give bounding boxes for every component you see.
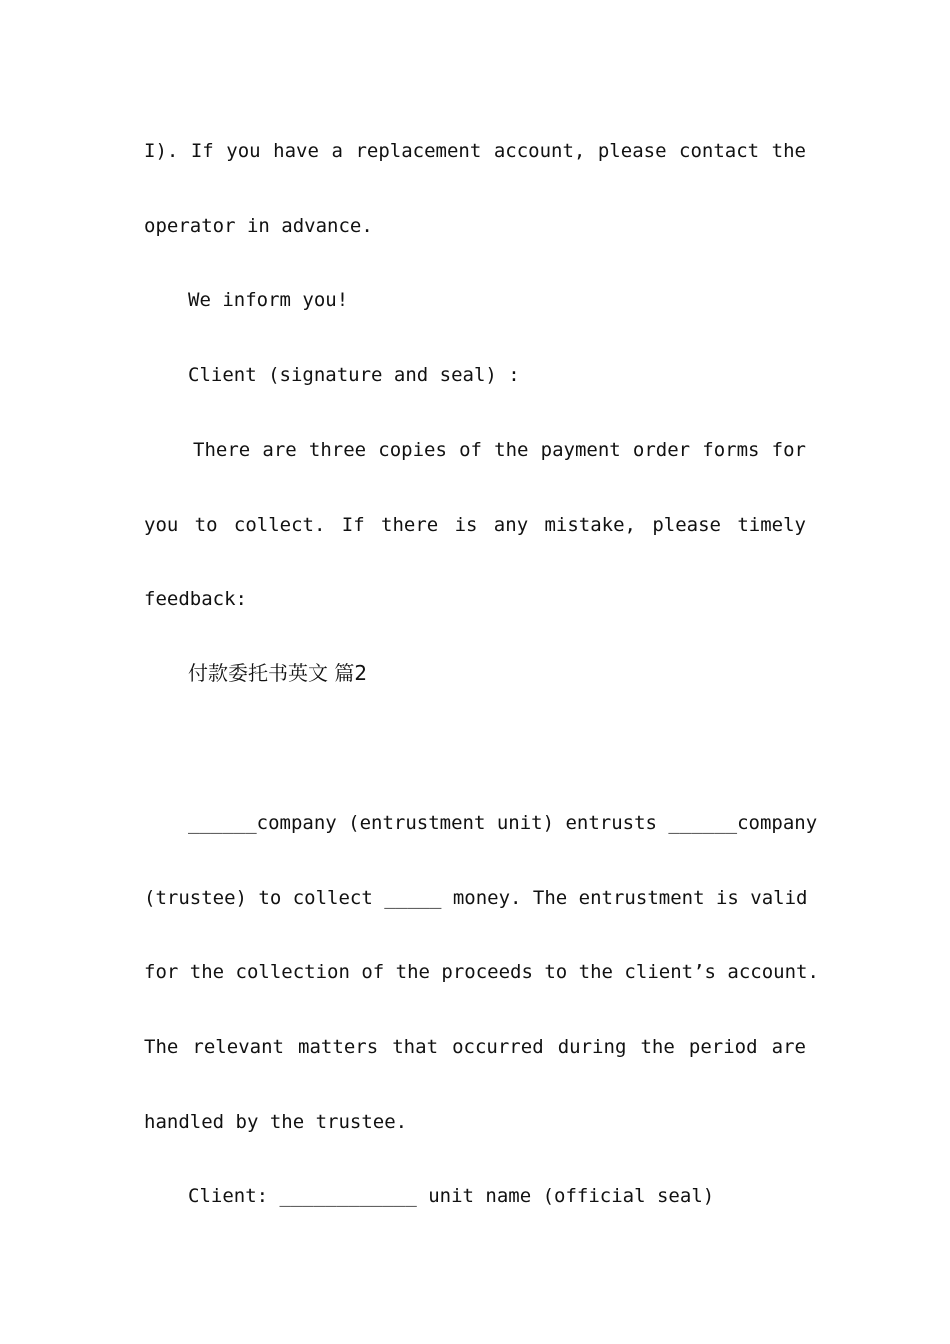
client-signature-line: Client (signature and seal) : bbox=[188, 364, 520, 386]
paragraph2-line2: you to collect. If there is any mistake, please timely bbox=[144, 514, 806, 536]
paragraph3-line2: (trustee) to collect _____ money. The entrustment is valid bbox=[144, 887, 808, 909]
paragraph3-line3: for the collection of the proceeds to the client’s account. bbox=[144, 961, 819, 983]
paragraph1-line2: operator in advance. bbox=[144, 215, 373, 237]
paragraph3-line4: The relevant matters that occurred during the period are bbox=[144, 1036, 806, 1058]
inform-line: We inform you! bbox=[188, 289, 349, 311]
section-heading: 付款委托书英文 篇2 bbox=[188, 661, 368, 685]
paragraph3-line5: handled by the trustee. bbox=[144, 1111, 408, 1133]
paragraph3-line1: ______company (entrustment unit) entrusts ______company bbox=[188, 812, 818, 834]
paragraph1-line1: I). If you have a replacement account, please contact the bbox=[144, 140, 806, 162]
client-unit-line: Client: ____________ unit name (official seal) bbox=[188, 1185, 715, 1207]
paragraph2-line3: feedback: bbox=[144, 588, 247, 610]
paragraph2-line1: There are three copies of the payment order forms for bbox=[193, 439, 806, 461]
